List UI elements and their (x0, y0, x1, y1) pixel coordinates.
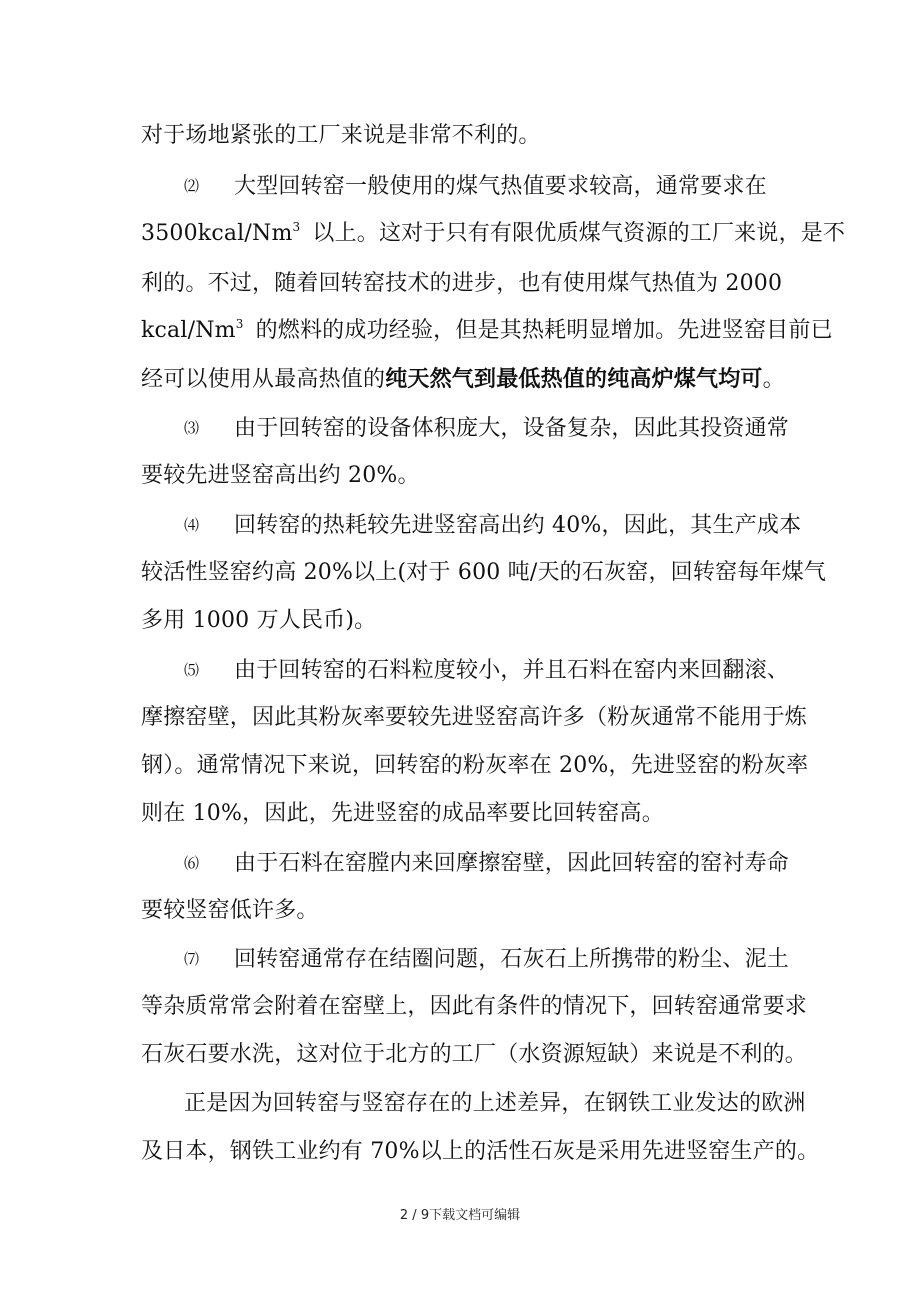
paragraph-5-text-1: 由于回转窑的石料粒度较小，并且石料在窑内来回翻滚、 (234, 658, 790, 683)
closing-paragraph-line-1: 正是因为回转窑与竖窑存在的上述差异，在钢铁工业发达的欧洲 (184, 1091, 806, 1116)
paragraph-2-end: 。 (762, 367, 785, 392)
paragraph-2-text-5: 经可以使用从最高热值的 (141, 367, 386, 392)
paragraph-5-line-3: 钢）。通常情况下来说，回转窑的粉灰率在 20%，先进竖窑的粉灰率 (141, 753, 809, 778)
paragraph-2-text-2: 以上。这对于只有有限优质煤气资源的工厂来说，是不 (312, 221, 846, 246)
item-number-6: ⑹ (184, 854, 200, 872)
paragraph-5-line-2: 摩擦窑壁，因此其粉灰率要较先进竖窑高许多（粉灰通常不能用于炼 (141, 705, 808, 730)
unit-superscript: 3 (292, 220, 301, 234)
paragraph-3-line-1 (184, 416, 789, 441)
item-number-2: ⑵ (184, 177, 200, 195)
item-number-7: ⑺ (184, 950, 200, 968)
paragraph-7-text-1: 回转窑通常存在结圈问题，石灰石上所携带的粉尘、泥土 (234, 947, 790, 972)
paragraph-2-line-4 (141, 319, 833, 343)
paragraph-6-text-1: 由于石料在窑膛内来回摩擦窑壁，因此回转窑的窑衬寿命 (234, 851, 790, 876)
page-footer: 2 / 9下载文档可编辑 (399, 1208, 521, 1223)
paragraph-2-line-2 (141, 222, 845, 246)
unit-superscript-2: 3 (235, 317, 244, 331)
paragraph-3-line-2: 要较先进竖窑高出约 20%。 (141, 463, 420, 488)
paragraph-4-text-1: 回转窑的热耗较先进竖窑高出约 40%，因此，其生产成本 (234, 513, 802, 538)
paragraph-7-line-2: 等杂质常常会附着在窑壁上，因此有条件的情况下，回转窑通常要求 (141, 994, 808, 1019)
unit-kcal: kcal/Nm (141, 318, 236, 343)
paragraph-2-line-5 (141, 367, 785, 392)
paragraph-7-line-1 (184, 947, 789, 972)
paragraph-1-line-1: 对于场地紧张的工厂来说是非常不利的。 (141, 123, 541, 148)
paragraph-2-line-1 (184, 174, 767, 199)
paragraph-3-text-1: 由于回转窑的设备体积庞大，设备复杂，因此其投资通常 (234, 416, 790, 441)
paragraph-2-line-3: 利的。不过，随着回转窑技术的进步，也有使用煤气热值为 2000 (141, 271, 783, 296)
paragraph-7-line-3: 石灰石要水洗，这对位于北方的工厂（水资源短缺）来说是不利的。 (141, 1042, 808, 1067)
paragraph-2-text-4: 的燃料的成功经验，但是其热耗明显增加。先进竖窑目前已 (255, 318, 833, 343)
item-number-4: ⑷ (184, 516, 200, 534)
paragraph-4-line-2: 较活性竖窑约高 20%以上(对于 600 吨/天的石灰窑，回转窑每年煤气 (141, 560, 827, 585)
item-number-5: ⑸ (184, 661, 200, 679)
paragraph-6-line-1 (184, 851, 789, 876)
closing-paragraph-line-2: 及日本，钢铁工业约有 70%以上的活性石灰是采用先进竖窑生产的。 (141, 1139, 820, 1164)
paragraph-4-line-3: 多用 1000 万人民币)。 (141, 608, 377, 633)
unit-3500: 3500kcal/Nm (141, 221, 293, 246)
bold-emphasis: 纯天然气到最低热值的纯高炉煤气均可 (385, 366, 763, 392)
paragraph-2-text-1: 大型回转窑一般使用的煤气热值要求较高，通常要求在 (234, 174, 767, 199)
paragraph-6-line-2: 要较竖窑低许多。 (141, 898, 319, 923)
paragraph-5-line-1 (184, 658, 789, 683)
item-number-3: ⑶ (184, 419, 200, 437)
paragraph-4-line-1 (184, 513, 801, 538)
paragraph-5-line-4: 则在 10%，因此，先进竖窑的成品率要比回转窑高。 (141, 801, 664, 826)
